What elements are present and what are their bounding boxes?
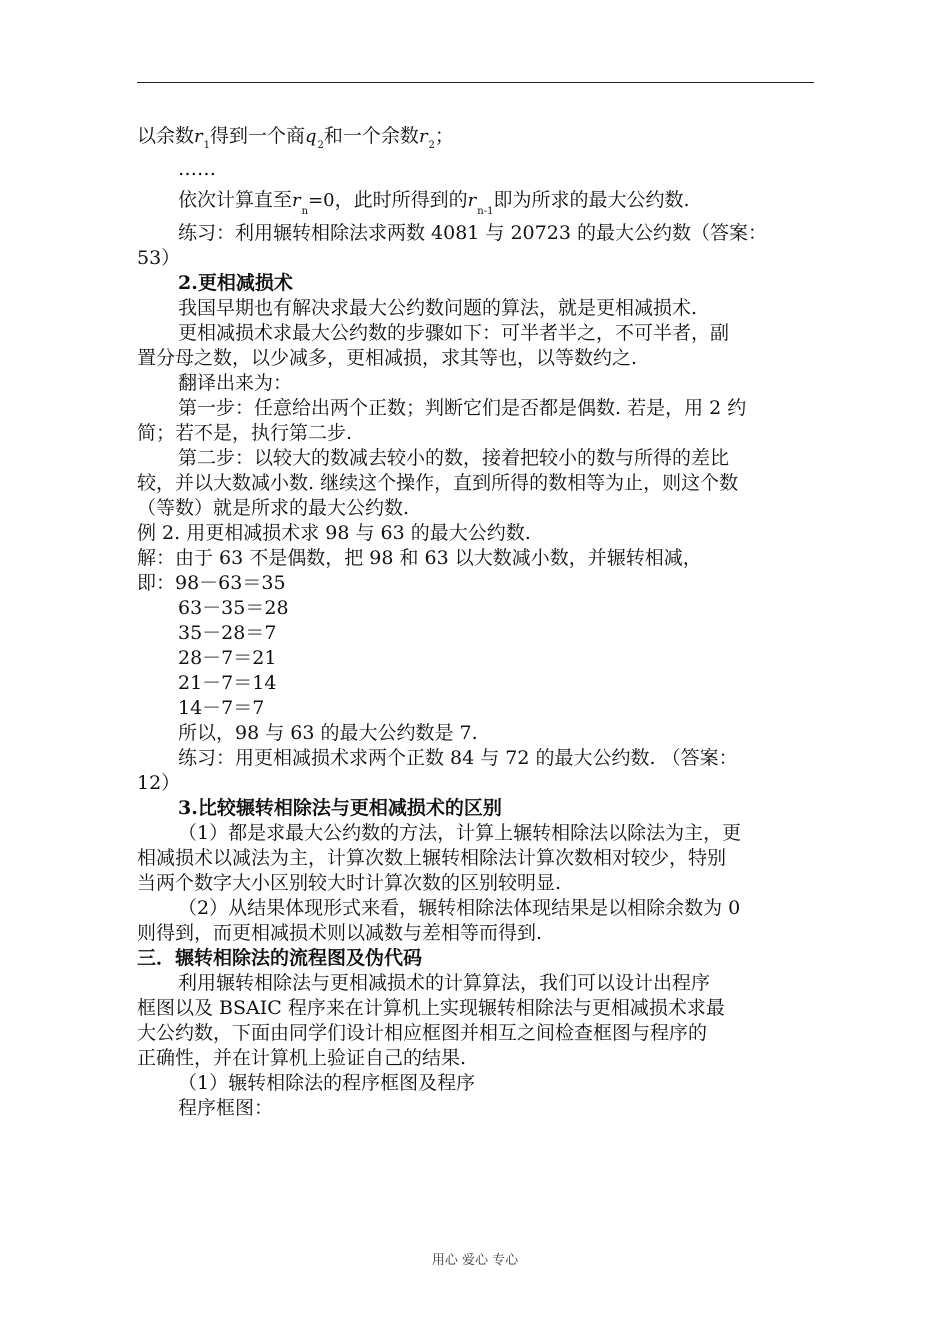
step-two-c: （等数）就是所求的最大公约数. [137,497,410,519]
solution-line: 解：由于 63 不是偶数，把 98 和 63 以大数减小数，并辗转相减， [137,547,702,569]
summary-a: 利用辗转相除法与更相减损术的计算算法，我们可以设计出程序 [178,972,711,994]
equation-2: 63－35＝28 [178,597,289,619]
line-remainder-step: 以余数$r_1$得到一个商$q_2$和一个余数$r_2$； [137,125,454,151]
equation-6: 14－7＝7 [178,697,265,719]
practice-2-answer: 12） [137,772,181,794]
practice-2-line: 练习：用更相减损术求两个正数 84 与 72 的最大公约数. （答案： [178,747,738,769]
compare-2-b: 则得到，而更相减损术则以减数与差相等而得到. [137,922,543,944]
step-one-b: 简；若不是，执行第二步. [137,422,353,444]
paragraph-steps-a: 更相减损术求最大公约数的步骤如下：可半者半之，不可半者，副 [178,322,730,344]
step-one-a: 第一步：任意给出两个正数；判断它们是否都是偶数. 若是，用 2 约 [178,397,747,419]
subsection-1: （1）辗转相除法的程序框图及程序 [178,1072,476,1094]
equation-5: 21－7＝14 [178,672,277,694]
compare-2-a: （2）从结果体现形式来看，辗转相除法体现结果是以相除余数为 0 [178,897,741,919]
section-heading-2: 2.更相减损术 [178,272,293,294]
equation-4: 28－7＝21 [178,647,277,669]
line-until-zero: 依次计算直至$r_n=0$，此时所得到的$r_{n-1}$即为所求的最大公约数. [178,189,690,217]
paragraph-steps-b: 置分母之数，以少减多，更相减损，求其等也，以等数约之. [137,347,638,369]
paragraph-translate: 翻译出来为： [178,372,293,394]
practice-1-line: 练习：利用辗转相除法求两数 4081 与 20723 的最大公约数（答案： [178,222,767,244]
symbol-r1: $r_1$ [194,126,210,151]
compare-1-c: 当两个数字大小区别较大时计算次数的区别较明显. [137,872,562,894]
symbol-rn: $r_n=0$ [292,190,335,217]
example-2: 例 2. 用更相减损术求 98 与 63 的最大公约数. [137,522,531,544]
symbol-q2: $q_2$ [305,126,324,151]
paragraph-intro: 我国早期也有解决求最大公约数问题的算法，就是更相减损术. [178,297,698,319]
header-rule [137,82,814,83]
ellipsis-line: …… [178,158,216,180]
summary-b: 框图以及 BSAIC 程序来在计算机上实现辗转相除法与更相减损术求最 [137,997,725,1019]
document-body [137,124,814,1121]
summary-d: 正确性，并在计算机上验证自己的结果. [137,1047,467,1069]
equation-3: 35－28＝7 [178,622,277,644]
summary-c: 大公约数，下面由同学们设计相应框图并相互之间检查框图与程序的 [137,1022,708,1044]
flowchart-label: 程序框图： [178,1097,274,1119]
equation-1: 即：98－63＝35 [137,572,286,594]
step-two-a: 第二步：以较大的数减去较小的数，接着把较小的数与所得的差比 [178,447,730,469]
step-two-b: 较，并以大数减小数. 继续这个操作，直到所得的数相等为止，则这个数 [137,472,739,494]
symbol-r2: $r_2$ [418,126,435,151]
section-heading-3: 3.比较辗转相除法与更相减损术的区别 [178,797,502,819]
conclusion-line: 所以，98 与 63 的最大公约数是 7. [178,722,478,744]
compare-1-a: （1）都是求最大公约数的方法，计算上辗转相除法以除法为主，更 [178,822,742,844]
symbol-rn-1: $r_{n-1}$ [467,190,494,217]
compare-1-b: 相减损术以减法为主，计算次数上辗转相除法计算次数相对较少，特别 [137,847,727,869]
page-footer: 用心 爱心 专心 [431,1253,519,1268]
practice-1-answer: 53） [137,247,181,269]
section-heading-three: 三．辗转相除法的流程图及伪代码 [137,947,423,969]
